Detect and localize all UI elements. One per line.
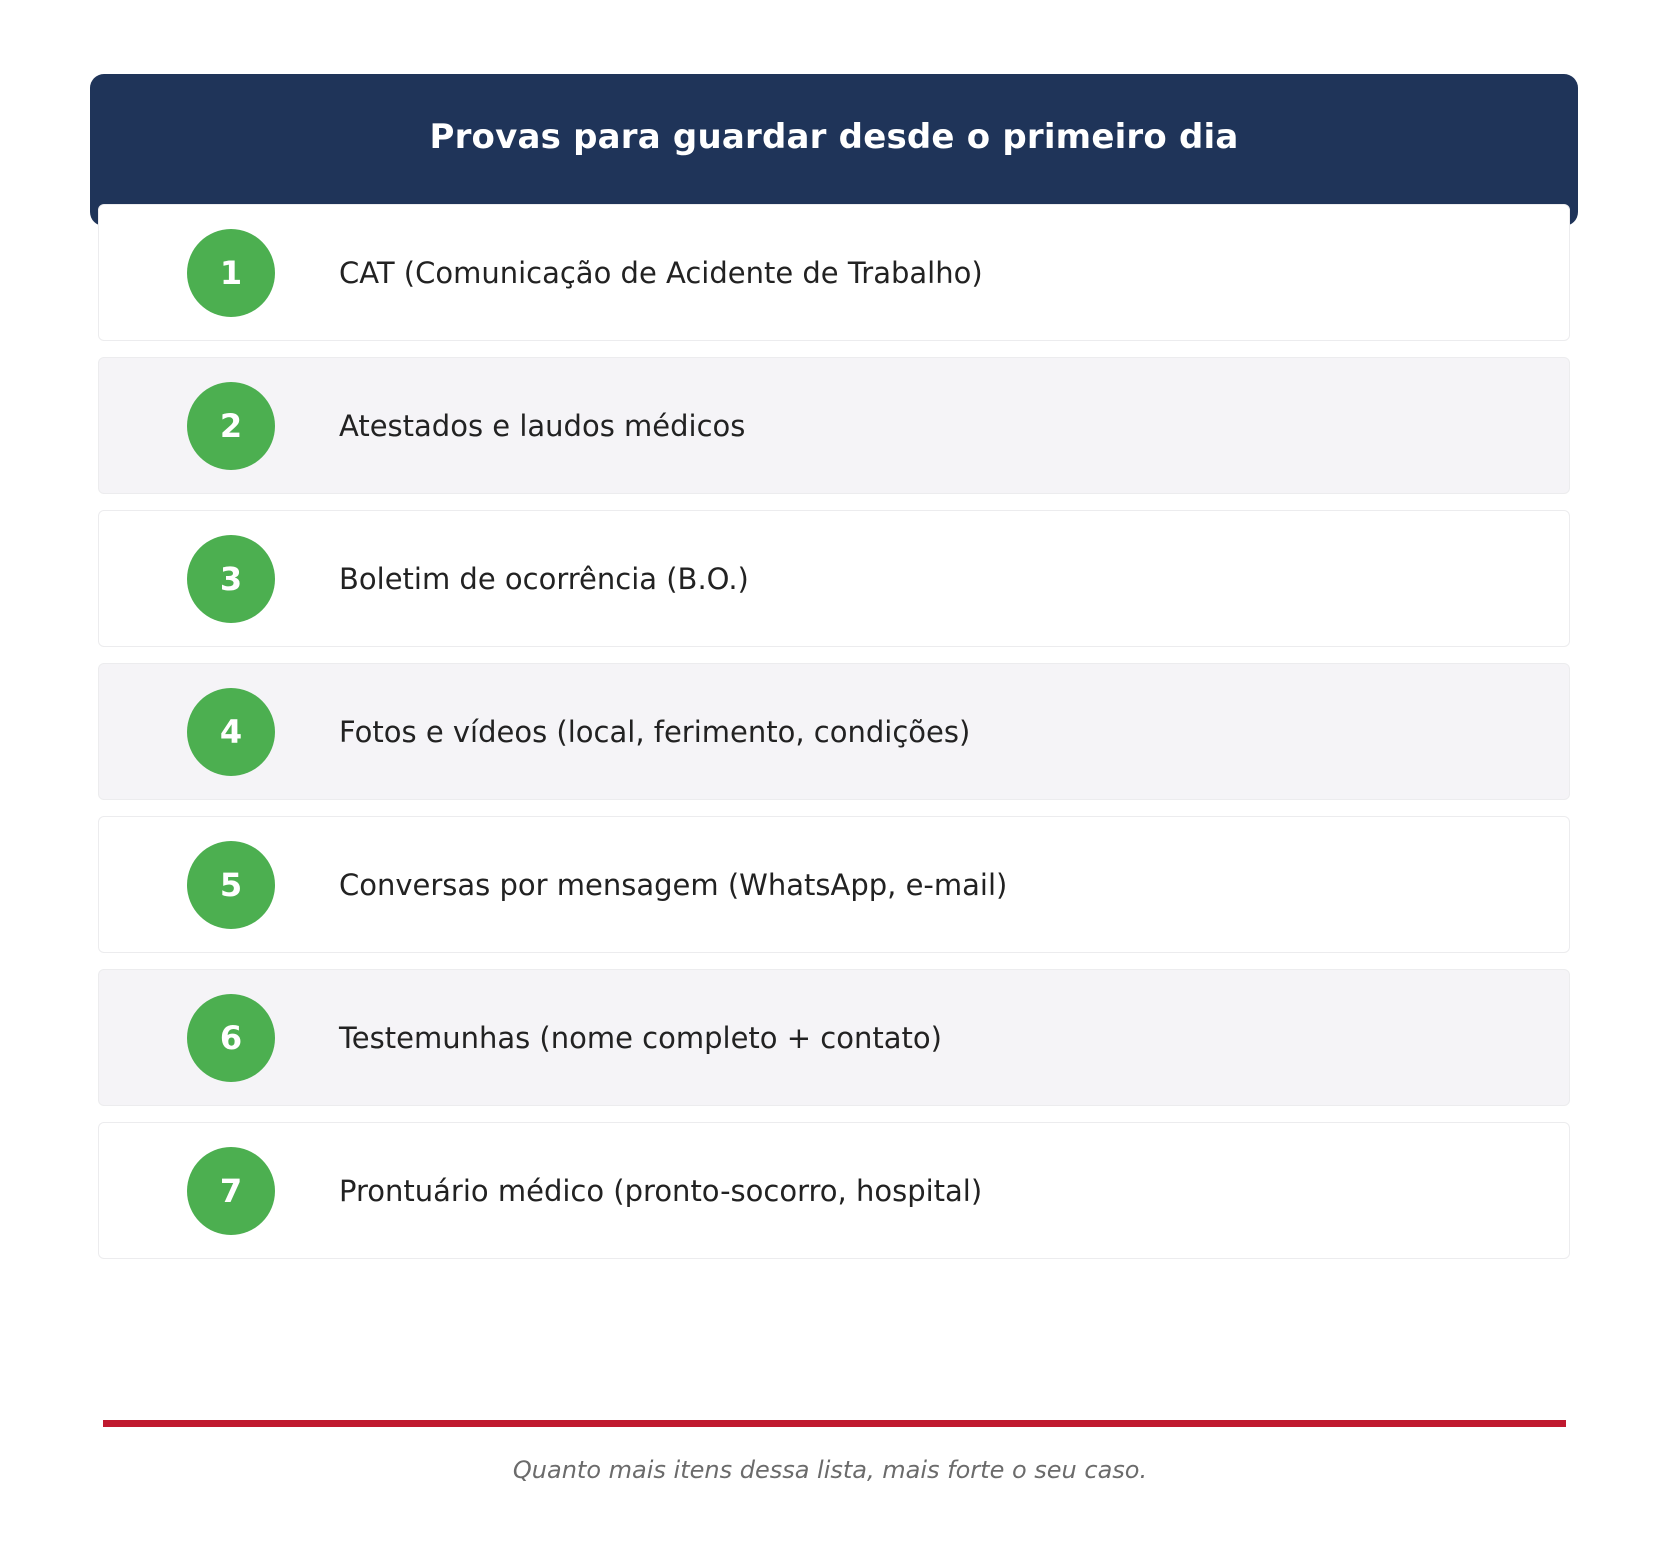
list-item-text: Conversas por mensagem (WhatsApp, e-mail) (339, 867, 1008, 902)
list-item-text: CAT (Comunicação de Acidente de Trabalho) (339, 255, 983, 290)
number-badge: 3 (187, 535, 275, 623)
list-item-text: Boletim de ocorrência (B.O.) (339, 561, 749, 596)
number-badge: 1 (187, 229, 275, 317)
list-item (98, 357, 1570, 494)
list-item (98, 510, 1570, 647)
number-badge: 4 (187, 688, 275, 776)
number-badge: 6 (187, 994, 275, 1082)
list-item-text: Testemunhas (nome completo + contato) (339, 1020, 942, 1055)
list-item-text: Prontuário médico (pronto-socorro, hospital) (339, 1173, 983, 1208)
list-item (98, 204, 1570, 341)
list-item-text: Atestados e laudos médicos (339, 408, 746, 443)
number-badge: 5 (187, 841, 275, 929)
footer-divider (103, 1420, 1566, 1427)
list-item (98, 969, 1570, 1106)
list-item (98, 816, 1570, 953)
list-item (98, 1122, 1570, 1259)
list-item-text: Fotos e vídeos (local, ferimento, condições) (339, 714, 971, 749)
page-title: Provas para guardar desde o primeiro dia (429, 117, 1239, 157)
number-badge: 7 (187, 1147, 275, 1235)
footer-note: Quanto mais itens dessa lista, mais forte o seu caso. (512, 1456, 1148, 1484)
list-item (98, 663, 1570, 800)
number-badge: 2 (187, 382, 275, 470)
